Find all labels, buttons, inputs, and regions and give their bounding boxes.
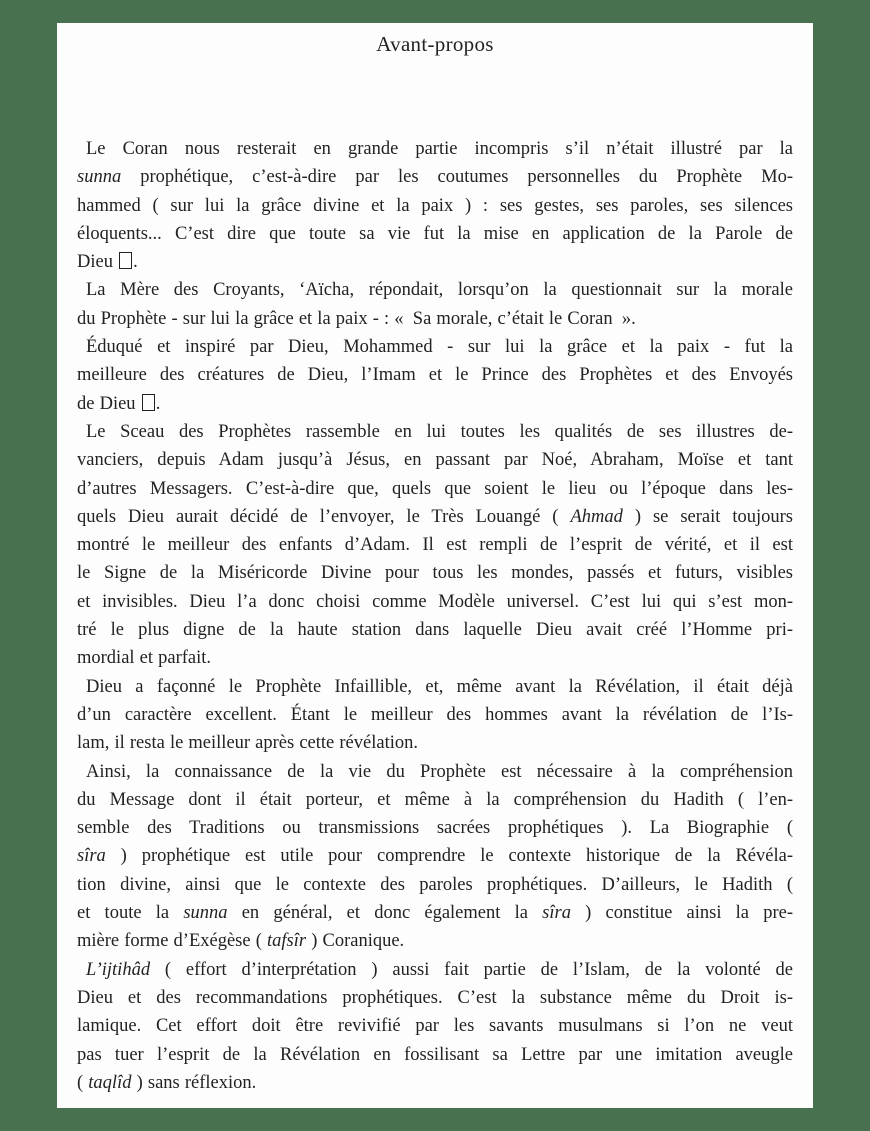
paragraph [77,333,793,418]
paragraph [77,418,793,673]
text-line: tion divine, ainsi que le contexte des paroles prophétiques. D’ailleurs, le Hadith ( [77,874,793,895]
text-line: d’autres Messagers. C’est-à-dire que, quels que soient le lieu ou l’époque dans les- [77,478,793,499]
text-line: mière forme d’Exégèse ( tafsîr ) Coranique. [77,931,405,952]
text-line: du Prophète - sur lui la grâce et la paix - : « Sa morale, c’était le Coran ». [77,308,636,329]
paragraph [77,956,793,1097]
paragraph [77,673,793,758]
text-line: Dieu et des recommandations prophétiques. C’est la substance même du Droit is- [77,987,793,1008]
text-line: Le Coran nous resterait en grande partie incompris s’il n’était illustré par la [86,139,793,159]
missing-glyph-icon [142,394,155,411]
page-title: Avant-propos [376,32,494,56]
text-line: du Message dont il était porteur, et même à la compréhension du Hadith ( l’en- [77,789,793,810]
text-line: La Mère des Croyants, ‘Aïcha, répondait, lorsqu’on la questionnait sur la morale [86,280,793,301]
text-line: Dieu a façonné le Prophète Infaillible, et, même avant la Révélation, il était déjà [86,676,793,697]
text-line: ( taqlîd ) sans réflexion. [77,1072,257,1093]
text-line: montré le meilleur des enfants d’Adam. Il est rempli de l’esprit de vérité, et il est [77,535,793,556]
text-line: hammed ( sur lui la grâce divine et la paix ) : ses gestes, ses paroles, ses silences [77,195,793,216]
text-line: lam, il resta le meilleur après cette révélation. [77,733,418,754]
text-line: vanciers, depuis Adam jusqu’à Jésus, en passant par Noé, Abraham, Moïse et tant [77,450,793,471]
text-line: de Dieu . [77,393,161,414]
text-line: éloquents... C’est dire que toute sa vie fut la mise en application de la Parole de [77,223,793,244]
paragraph [77,758,793,956]
text-line: lamique. Cet effort doit être revivifié par les savants musulmans si l’on ne veut [77,1016,793,1037]
text-line: le Signe de la Miséricorde Divine pour tous les mondes, passés et futurs, visibles [77,563,793,584]
paragraph [77,276,793,333]
text-line: Le Sceau des Prophètes rassemble en lui toutes les qualités de ses illustres de- [86,421,793,442]
text-line: Ainsi, la connaissance de la vie du Prophète est nécessaire à la compréhension [86,761,793,782]
text-line: L’ijtihâd ( effort d’interprétation ) aussi fait partie de l’Islam, de la volonté de [86,959,793,980]
text-line: quels Dieu aurait décidé de l’envoyer, le Très Louangé ( Ahmad ) se serait toujours [77,506,794,527]
paragraph [77,135,793,276]
text-line: tré le plus digne de la haute station dans laquelle Dieu avait créé l’Homme pri- [77,620,793,641]
book-page [57,23,813,1108]
text-line: meilleure des créatures de Dieu, l’Imam et le Prince des Prophètes et des Envoyés [77,365,793,386]
text-line: sîra ) prophétique est utile pour comprendre le contexte historique de la Révéla- [77,846,793,867]
text-line: Éduqué et inspiré par Dieu, Mohammed - sur lui la grâce et la paix - fut la [86,337,793,358]
missing-glyph-icon [119,252,132,269]
page-body-text [57,135,813,1097]
text-line: Dieu . [77,252,138,273]
text-line: pas tuer l’esprit de la Révélation en fossilisant sa Lettre par une imitation aveugle [77,1044,793,1065]
text-line: et invisibles. Dieu l’a donc choisi comme Modèle universel. C’est lui qui s’est mon- [77,591,793,612]
text-line: et toute la sunna en général, et donc également la sîra ) constitue ainsi la pre- [77,903,794,924]
text-line: mordial et parfait. [77,648,212,669]
text-line: semble des Traditions ou transmissions sacrées prophétiques ). La Biographie ( [77,818,793,839]
text-line: sunna prophétique, c’est-à-dire par les coutumes personnelles du Prophète Mo- [77,167,793,188]
text-line: d’un caractère excellent. Étant le meilleur des hommes avant la révélation de l’Is- [77,704,793,725]
